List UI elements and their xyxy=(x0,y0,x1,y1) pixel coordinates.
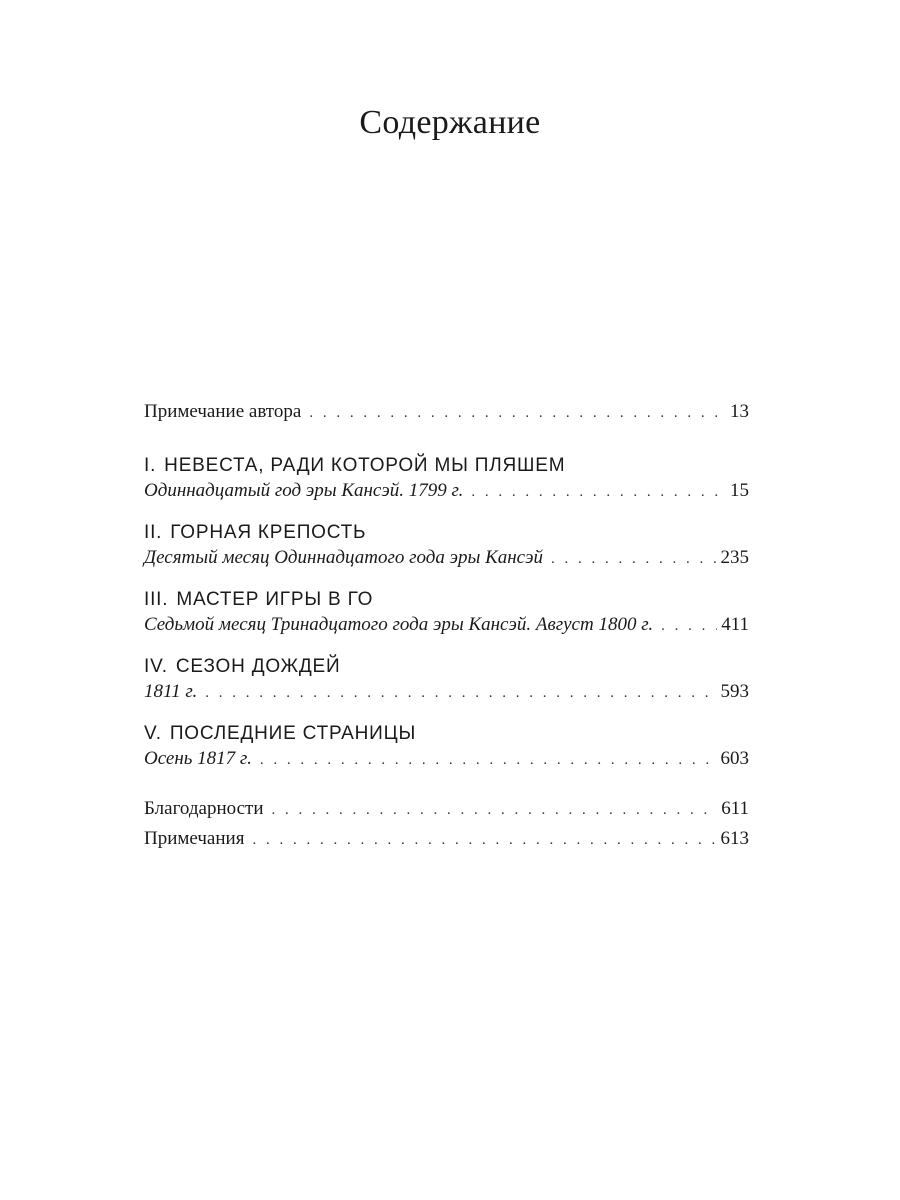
dot-leader xyxy=(260,752,717,769)
dot-leader xyxy=(661,618,717,635)
part-heading[interactable] xyxy=(144,652,749,681)
entry-label: Примечание автора xyxy=(144,401,302,422)
part-subtitle: Осень 1817 г. xyxy=(144,748,252,769)
part-title: ГОРНАЯ КРЕПОСТЬ xyxy=(170,522,367,543)
dot-leader xyxy=(471,484,726,501)
toc-entry-acknowledgements[interactable] xyxy=(144,798,749,828)
page-number: 593 xyxy=(720,681,749,702)
part-title: МАСТЕР ИГРЫ В ГО xyxy=(176,589,374,610)
part-heading[interactable] xyxy=(144,719,749,748)
part-subtitle: Десятый месяц Одиннадцатого года эры Кансэй xyxy=(144,547,543,568)
part-heading[interactable] xyxy=(144,451,749,480)
part-numeral: II. xyxy=(144,522,163,543)
toc-entry-notes[interactable] xyxy=(144,828,749,858)
part-heading[interactable] xyxy=(144,518,749,547)
table-of-contents xyxy=(144,401,749,858)
page-number: 411 xyxy=(721,614,749,635)
toc-entry-part-subtitle[interactable] xyxy=(144,614,749,644)
toc-entry-part-subtitle[interactable] xyxy=(144,681,749,711)
page-number: 13 xyxy=(730,401,749,422)
dot-leader xyxy=(205,685,716,702)
part-numeral: IV. xyxy=(144,656,168,677)
toc-entry-part-subtitle[interactable] xyxy=(144,547,749,577)
part-subtitle: Одиннадцатый год эры Кансэй. 1799 г. xyxy=(144,480,464,501)
part-title: НЕВЕСТА, РАДИ КОТОРОЙ МЫ ПЛЯШЕМ xyxy=(164,455,566,476)
dot-leader xyxy=(309,405,726,422)
page-number: 15 xyxy=(730,480,749,501)
part-numeral: III. xyxy=(144,589,169,610)
toc-entry-part-subtitle[interactable] xyxy=(144,480,749,510)
part-subtitle: 1811 г. xyxy=(144,681,198,702)
toc-entry-author-note[interactable] xyxy=(144,401,749,431)
part-numeral: I. xyxy=(144,455,157,476)
entry-label: Примечания xyxy=(144,828,245,849)
dot-leader xyxy=(272,802,718,819)
dot-leader xyxy=(252,832,716,849)
dot-leader xyxy=(551,551,717,568)
page-title: Содержание xyxy=(359,104,541,141)
part-subtitle: Седьмой месяц Тринадцатого года эры Кансэй. Август 1800 г. xyxy=(144,614,654,635)
toc-entry-part-subtitle[interactable] xyxy=(144,748,749,778)
entry-label: Благодарности xyxy=(144,798,264,819)
part-heading[interactable] xyxy=(144,585,749,614)
part-title: СЕЗОН ДОЖДЕЙ xyxy=(175,656,341,677)
page-number: 613 xyxy=(720,828,749,849)
part-numeral: V. xyxy=(144,723,162,744)
part-title: ПОСЛЕДНИЕ СТРАНИЦЫ xyxy=(169,723,417,744)
page-number: 603 xyxy=(720,748,749,769)
page-number: 611 xyxy=(721,798,749,819)
page-number: 235 xyxy=(720,547,749,568)
